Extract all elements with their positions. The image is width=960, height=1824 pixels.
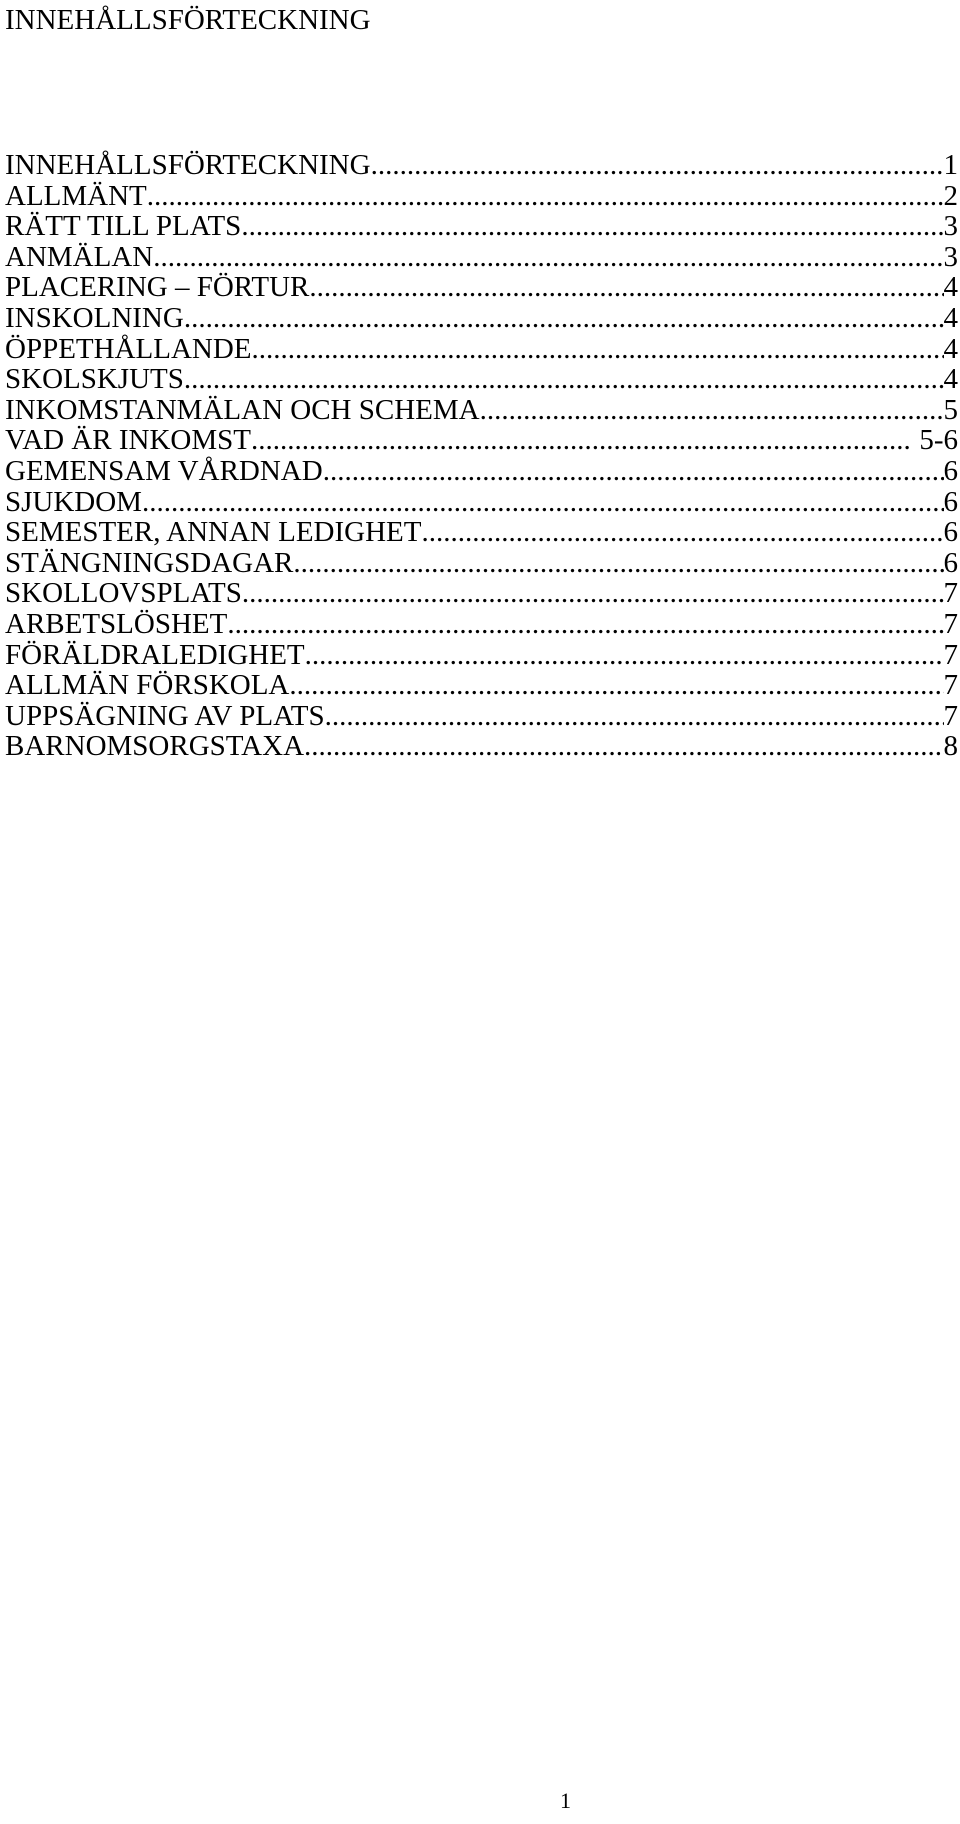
toc-entry[interactable] bbox=[5, 334, 958, 365]
toc-entry-page: 4 bbox=[943, 333, 958, 365]
toc-leader-dots bbox=[241, 211, 943, 242]
toc-entry-title: ARBETSLÖSHET bbox=[5, 608, 228, 640]
toc-leader-dots bbox=[304, 731, 943, 762]
toc-entry-title: ANMÄLAN bbox=[5, 241, 154, 273]
toc-entry[interactable] bbox=[5, 609, 958, 640]
toc-entry-page: 6 bbox=[943, 547, 958, 579]
toc-entry[interactable] bbox=[5, 425, 958, 456]
toc-entry[interactable] bbox=[5, 701, 958, 732]
toc-entry-title: VAD ÄR INKOMST bbox=[5, 425, 251, 456]
toc-leader-dots bbox=[227, 609, 943, 640]
toc-entry-page: 6 bbox=[943, 486, 958, 518]
toc-entry-title: SKOLLOVSPLATS bbox=[5, 578, 242, 609]
toc-entry-title: RÄTT TILL PLATS bbox=[5, 211, 242, 242]
toc-entry[interactable] bbox=[5, 640, 958, 671]
toc-leader-dots bbox=[289, 670, 943, 701]
toc-leader-dots bbox=[252, 334, 944, 365]
toc-entry-title: PLACERING – FÖRTUR bbox=[5, 272, 310, 303]
toc-entry-page: 7 bbox=[943, 608, 958, 640]
toc-entry[interactable] bbox=[5, 517, 958, 548]
toc-entry-page: 7 bbox=[943, 578, 958, 609]
toc-entry-title: INKOMSTANMÄLAN OCH SCHEMA bbox=[5, 394, 480, 426]
toc-entry[interactable] bbox=[5, 578, 958, 609]
toc-entry-page: 7 bbox=[943, 670, 958, 701]
toc-leader-dots bbox=[184, 364, 944, 395]
toc-entry-page: 8 bbox=[943, 731, 958, 762]
toc-entry-title: GEMENSAM VÅRDNAD bbox=[5, 455, 323, 487]
toc-entry-title: SEMESTER, ANNAN LEDIGHET bbox=[5, 517, 422, 548]
toc-entry-title: INNEHÅLLSFÖRTECKNING bbox=[5, 150, 371, 181]
toc-entry-title: INSKOLNING bbox=[5, 302, 184, 334]
toc-entry[interactable] bbox=[5, 395, 958, 426]
toc-entry-page: 4 bbox=[943, 272, 958, 303]
toc-entry[interactable] bbox=[5, 487, 958, 518]
toc-entry-page: 6 bbox=[943, 455, 958, 487]
toc-leader-dots bbox=[309, 272, 943, 303]
toc-entry-page: 2 bbox=[943, 180, 958, 212]
toc-entry[interactable] bbox=[5, 548, 958, 579]
toc-leader-dots bbox=[153, 242, 943, 273]
toc-entry-page: 5-6 bbox=[912, 425, 958, 456]
toc-entry-title: SKOLSKJUTS bbox=[5, 364, 184, 395]
toc-entry[interactable] bbox=[5, 303, 958, 334]
toc-leader-dots bbox=[142, 487, 944, 518]
toc-leader-dots bbox=[371, 150, 944, 181]
page-number: 1 bbox=[560, 1788, 571, 1813]
toc-entry[interactable] bbox=[5, 211, 958, 242]
toc-entry-title: FÖRÄLDRALEDIGHET bbox=[5, 639, 305, 671]
toc-entry[interactable] bbox=[5, 670, 958, 701]
toc-leader-dots bbox=[480, 395, 944, 426]
toc-entry[interactable] bbox=[5, 364, 958, 395]
toc-leader-dots bbox=[147, 181, 944, 212]
toc-leader-dots bbox=[323, 456, 944, 487]
toc-entry-title: UPPSÄGNING AV PLATS bbox=[5, 700, 325, 732]
toc-entry[interactable] bbox=[5, 181, 958, 212]
page-title: INNEHÅLLSFÖRTECKNING bbox=[5, 4, 371, 36]
toc-entry-title: BARNOMSORGSTAXA bbox=[5, 731, 305, 762]
toc-entry-title: ÖPPETHÅLLANDE bbox=[5, 333, 252, 365]
toc-leader-dots bbox=[184, 303, 944, 334]
toc-entry-page: 5 bbox=[943, 394, 958, 426]
toc-entry[interactable] bbox=[5, 242, 958, 273]
toc-entry[interactable] bbox=[5, 456, 958, 487]
toc-entry-page: 1 bbox=[943, 150, 958, 181]
toc-entry-title: ALLMÄNT bbox=[5, 180, 147, 212]
toc-entry-title: ALLMÄN FÖRSKOLA bbox=[5, 670, 290, 701]
toc-leader-dots bbox=[251, 425, 912, 456]
toc-entry[interactable] bbox=[5, 272, 958, 303]
toc-leader-dots bbox=[293, 548, 943, 579]
table-of-contents bbox=[5, 150, 958, 762]
toc-entry[interactable] bbox=[5, 150, 958, 181]
toc-entry-page: 4 bbox=[943, 364, 958, 395]
toc-leader-dots bbox=[421, 517, 943, 548]
toc-entry-page: 4 bbox=[943, 302, 958, 334]
toc-entry-page: 7 bbox=[943, 700, 958, 732]
toc-entry-page: 7 bbox=[943, 639, 958, 671]
toc-leader-dots bbox=[325, 701, 944, 732]
toc-entry-page: 3 bbox=[943, 241, 958, 273]
toc-leader-dots bbox=[242, 578, 944, 609]
toc-entry-page: 6 bbox=[943, 517, 958, 548]
toc-entry-title: STÄNGNINGSDAGAR bbox=[5, 547, 294, 579]
toc-entry[interactable] bbox=[5, 731, 958, 762]
toc-entry-page: 3 bbox=[943, 211, 958, 242]
toc-leader-dots bbox=[305, 640, 944, 671]
toc-entry-title: SJUKDOM bbox=[5, 486, 142, 518]
